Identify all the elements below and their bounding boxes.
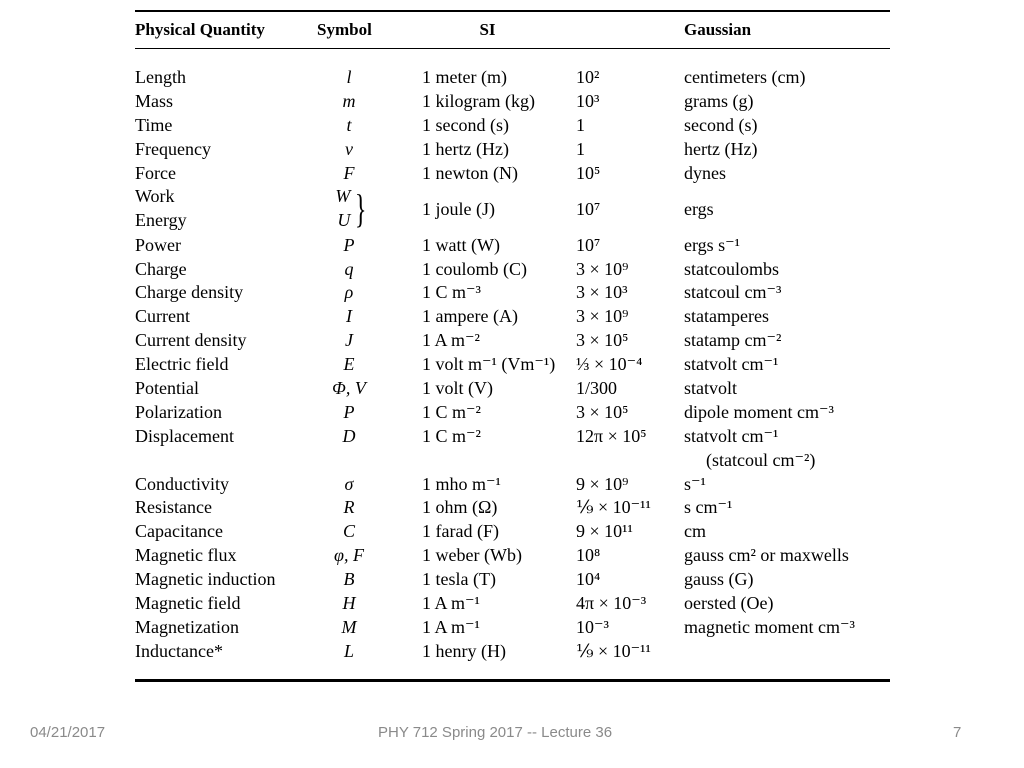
conversion-factor-cell: 9 × 10⁹ (576, 473, 629, 494)
si-unit-cell: 1 henry (H) (422, 640, 506, 661)
si-unit-cell: 1 second (s) (422, 115, 509, 136)
header-gaussian: Gaussian (684, 20, 752, 39)
table-row (135, 377, 890, 401)
si-unit-cell: 1 tesla (T) (422, 569, 496, 590)
si-work-energy: 1 joule (J) (422, 198, 495, 219)
conversion-factor-cell: 3 × 10³ (576, 282, 628, 303)
gaussian-unit-cell: dynes (684, 163, 726, 183)
quantity-cell: Force (135, 163, 176, 183)
table-row (135, 592, 890, 616)
symbol-cell: ρ (344, 282, 354, 303)
symbol-cell: R (343, 497, 355, 518)
si-unit-cell: 1 hertz (Hz) (422, 139, 509, 160)
gaussian-unit-cell: s cm⁻¹ (684, 497, 733, 518)
quantity-cell: Inductance* (135, 640, 223, 661)
table-row (135, 114, 890, 138)
header-symbol: Symbol (317, 20, 372, 39)
table-row-displacement-continued (135, 448, 890, 472)
gaussian-unit-cell: magnetic moment cm⁻³ (684, 616, 855, 637)
quantity-energy: Energy (135, 210, 187, 231)
quantity-cell: Mass (135, 91, 174, 112)
conversion-factor-cell: 1 (576, 139, 585, 160)
conversion-factor-cell: 10⁷ (576, 234, 601, 255)
quantity-cell: Potential (135, 378, 199, 399)
footer-date: 04/21/2017 (30, 724, 106, 741)
symbol-cell: σ (344, 473, 354, 494)
table-row (135, 472, 890, 496)
gaussian-unit-cell: dipole moment cm⁻³ (684, 401, 834, 422)
conversion-factor-cell: 3 × 10⁹ (576, 306, 629, 327)
gaussian-unit-cell: cm (684, 521, 706, 542)
si-unit-cell: 1 C m⁻² (422, 401, 481, 422)
quantity-cell: Resistance (135, 497, 212, 518)
quantity-cell: Magnetic induction (135, 569, 276, 590)
symbol-cell: D (342, 425, 356, 446)
gaussian-unit-cell: statvolt cm⁻¹ (684, 425, 779, 446)
table-row (135, 257, 890, 281)
gaussian-unit-cell: statvolt cm⁻¹ (684, 354, 779, 375)
table-row (135, 162, 890, 186)
conversion-factor-cell: 3 × 10⁵ (576, 330, 629, 351)
quantity-cell: Charge (135, 258, 187, 279)
conversion-factor-cell: 9 × 10¹¹ (576, 521, 633, 542)
quantity-cell: Length (135, 67, 186, 88)
conversion-factor-cell: ⅑ × 10⁻¹¹ (576, 640, 651, 661)
table-bottom-rule (135, 679, 890, 682)
si-unit-cell: 1 A m⁻² (422, 330, 480, 351)
symbol-cell: m (342, 91, 356, 112)
conversion-factor-cell: 10² (576, 67, 600, 88)
table-row (135, 305, 890, 329)
symbol-cell: F (343, 163, 355, 183)
factor-work-energy: 10⁷ (576, 198, 601, 219)
si-unit-cell: 1 watt (W) (422, 234, 500, 255)
symbol-cell: q (344, 258, 354, 279)
table-row (135, 616, 890, 640)
si-unit-cell: 1 ampere (A) (422, 306, 518, 327)
symbol-cell: C (342, 521, 355, 542)
si-unit-cell: 1 ohm (Ω) (422, 497, 498, 518)
gaussian-unit-cell: gauss (G) (684, 569, 754, 590)
si-unit-cell: 1 newton (N) (422, 163, 518, 183)
gaussian-unit-cell: s⁻¹ (684, 473, 706, 494)
gaussian-work-energy: ergs (684, 198, 714, 219)
conversion-factor-cell: 12π × 10⁵ (576, 425, 647, 446)
quantity-cell: Displacement (135, 425, 234, 446)
quantity-cell: Time (135, 115, 173, 136)
quantity-cell: Power (135, 234, 181, 255)
gaussian-unit-cell: second (s) (684, 115, 758, 136)
table-header (135, 12, 890, 48)
quantity-cell: Current (135, 306, 190, 327)
table-row (135, 568, 890, 592)
si-unit-cell: 1 farad (F) (422, 521, 499, 542)
conversion-factor-cell: 4π × 10⁻³ (576, 593, 647, 614)
conversion-factor-cell: 10³ (576, 91, 600, 112)
gaussian-unit-cell: centimeters (cm) (684, 67, 806, 88)
gaussian-unit-cell: oersted (Oe) (684, 593, 774, 614)
symbol-work: W (335, 186, 351, 207)
symbol-cell: P (343, 234, 355, 255)
table-row (135, 353, 890, 377)
si-unit-cell: 1 volt m⁻¹ (Vm⁻¹) (422, 354, 556, 375)
si-unit-cell: 1 meter (m) (422, 67, 507, 88)
table-row (135, 400, 890, 424)
quantity-cell: Magnetization (135, 616, 239, 637)
quantity-cell: Frequency (135, 139, 211, 160)
conversion-factor-cell: 1/300 (576, 378, 618, 399)
symbol-cell: L (343, 640, 354, 661)
quantity-cell: Electric field (135, 354, 229, 375)
conversion-factor-cell: 3 × 10⁵ (576, 401, 629, 422)
work-energy-symbols (317, 185, 399, 233)
symbol-cell: Φ, V (332, 378, 366, 399)
conversion-factor-cell: 10⁻³ (576, 616, 609, 637)
conversion-factor-cell: 10⁵ (576, 163, 601, 183)
conversion-factor-cell: ⅓ × 10⁻⁴ (576, 354, 643, 375)
si-unit-cell: 1 kilogram (kg) (422, 91, 535, 112)
table-row (135, 424, 890, 448)
gaussian-unit-cell: statamp cm⁻² (684, 330, 782, 351)
conversion-factor-cell: 10⁸ (576, 545, 601, 566)
symbol-cell: I (346, 306, 352, 327)
table-row (135, 496, 890, 520)
conversion-factor-cell: 3 × 10⁹ (576, 258, 629, 279)
si-unit-cell: 1 C m⁻³ (422, 282, 481, 303)
units-table (135, 10, 890, 663)
symbol-cell: B (343, 569, 355, 590)
quantity-cell: Capacitance (135, 521, 223, 542)
table-body (135, 49, 890, 663)
quantity-cell: Polarization (135, 401, 222, 422)
symbol-cell: ν (345, 139, 353, 160)
quantity-work: Work (135, 186, 175, 207)
conversion-factor-cell: 1 (576, 115, 585, 136)
footer-page-number: 7 (953, 724, 962, 741)
symbol-cell: J (345, 330, 353, 351)
gaussian-unit-cell: hertz (Hz) (684, 139, 758, 160)
symbol-cell: t (346, 115, 352, 136)
table-row (135, 329, 890, 353)
gaussian-unit-cell: ergs s⁻¹ (684, 234, 741, 255)
si-unit-cell: 1 coulomb (C) (422, 258, 527, 279)
conversion-factor-cell: 10⁴ (576, 569, 601, 590)
header-quantity: Physical Quantity (135, 20, 265, 39)
table-row (135, 233, 890, 257)
table-row (135, 138, 890, 162)
table-row (135, 90, 890, 114)
quantity-cell: Conductivity (135, 473, 229, 494)
symbol-cell: H (342, 593, 356, 614)
quantity-cell: Current density (135, 330, 247, 351)
gaussian-unit-cell: statcoulombs (684, 258, 779, 279)
symbol-cell: l (346, 67, 352, 88)
quantity-cell: Magnetic field (135, 593, 241, 614)
quantity-cell: Charge density (135, 282, 244, 303)
gaussian-unit-cell: statvolt (684, 378, 737, 399)
gaussian-displacement-continued: (statcoul cm⁻²) (706, 449, 816, 470)
symbol-energy: U (337, 210, 351, 231)
si-unit-cell: 1 C m⁻² (422, 425, 481, 446)
conversion-factor-cell: ⅑ × 10⁻¹¹ (576, 497, 651, 518)
table-row (135, 639, 890, 663)
gaussian-unit-cell: statcoul cm⁻³ (684, 282, 782, 303)
gaussian-unit-cell: grams (g) (684, 91, 754, 112)
table-row (135, 544, 890, 568)
si-unit-cell: 1 weber (Wb) (422, 545, 522, 566)
table-row (135, 66, 890, 90)
si-unit-cell: 1 A m⁻¹ (422, 593, 480, 614)
symbol-cell: E (343, 354, 355, 375)
si-unit-cell: 1 A m⁻¹ (422, 616, 480, 637)
si-unit-cell: 1 volt (V) (422, 378, 493, 399)
gaussian-unit-cell: gauss cm² or maxwells (684, 545, 849, 566)
table-row-work-energy (135, 185, 890, 233)
symbol-cell: φ, F (334, 545, 364, 566)
symbol-cell: P (343, 401, 355, 422)
footer-course: PHY 712 Spring 2017 -- Lecture 36 (378, 724, 613, 741)
gaussian-unit-cell: statamperes (684, 306, 769, 327)
quantity-cell: Magnetic flux (135, 545, 237, 566)
table-row (135, 281, 890, 305)
symbol-cell: M (341, 616, 357, 637)
work-energy-quantities (135, 185, 317, 233)
header-si: SI (479, 20, 496, 39)
si-unit-cell: 1 mho m⁻¹ (422, 473, 501, 494)
table-row (135, 520, 890, 544)
right-brace-icon: } (355, 186, 367, 232)
